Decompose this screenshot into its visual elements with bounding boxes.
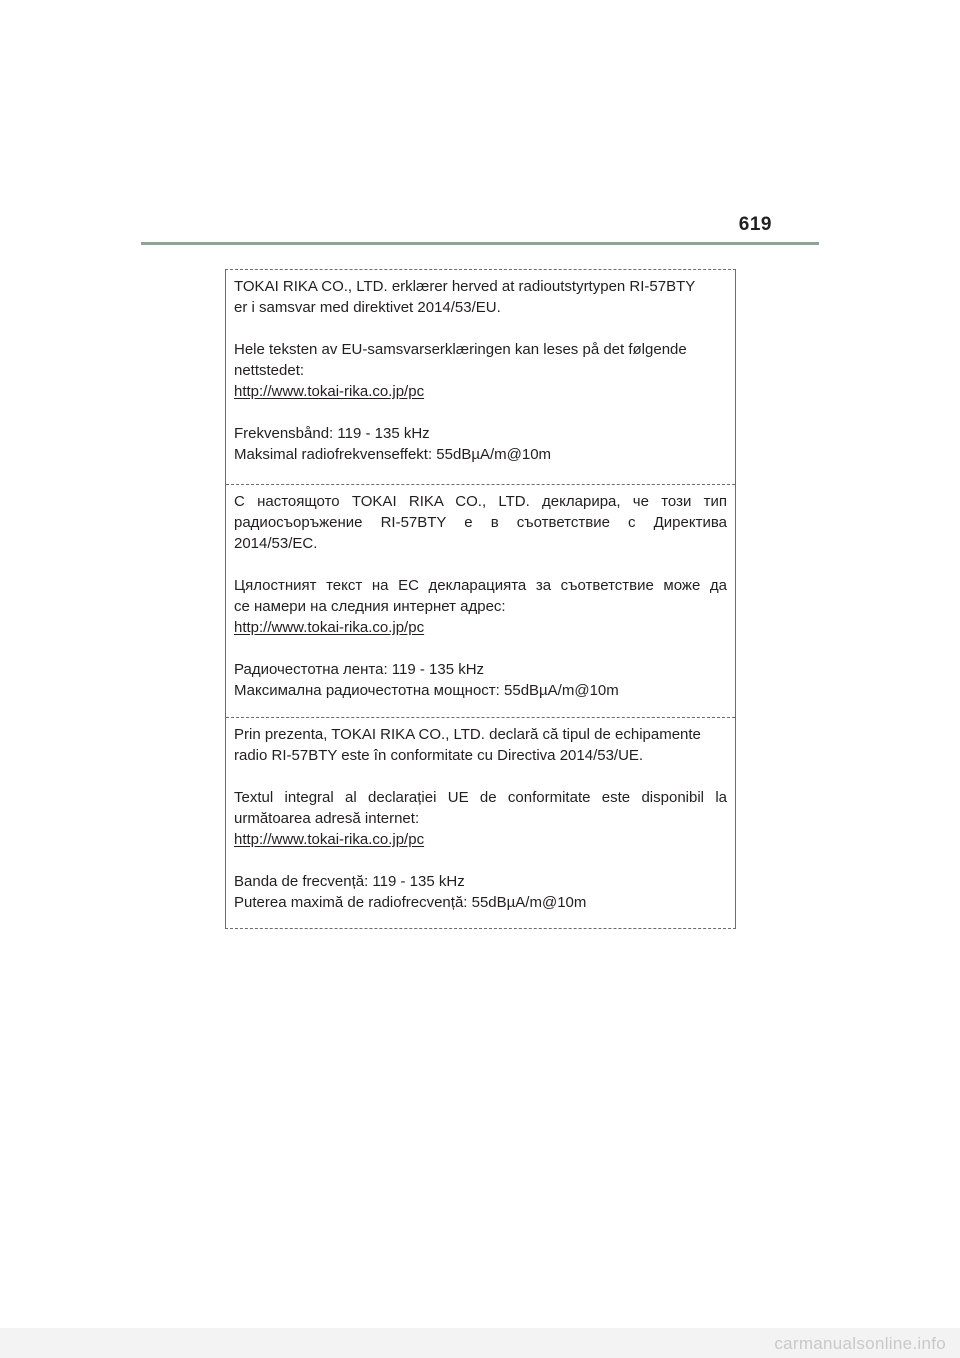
paragraph-gap bbox=[234, 554, 727, 575]
paragraph-gap bbox=[234, 766, 727, 787]
paragraph-gap bbox=[234, 402, 727, 423]
paragraph-gap bbox=[234, 318, 727, 339]
text-line: radio RI-57BTY este în conformitate cu Directiva 2014/53/UE. bbox=[234, 747, 644, 764]
paragraph-gap bbox=[234, 850, 727, 871]
page-number: 619 bbox=[738, 214, 772, 235]
text-line: Maksimal radiofrekvenseffekt: 55dBµA/m@10m bbox=[234, 446, 552, 463]
text-line: С настоящото TOKAI RIKA CO., LTD. декларира, че този тип bbox=[234, 493, 727, 510]
text-line: Puterea maximă de radiofrecvență: 55dBµA/m@10m bbox=[234, 894, 587, 911]
text-line: Цялостният текст на ЕС декларацията за съответствие може да bbox=[234, 577, 727, 594]
declaration-box bbox=[225, 269, 736, 929]
watermark-bar bbox=[0, 1328, 960, 1358]
text-line: Радиочестотна лента: 119 - 135 kHz bbox=[234, 661, 485, 678]
text-line: Frekvensbånd: 119 - 135 kHz bbox=[234, 425, 430, 442]
watermark-text: carmanualsonline.info bbox=[774, 1334, 946, 1353]
text-line: Textul integral al declarației UE de conformitate este disponibil la bbox=[234, 789, 727, 806]
declaration-section-romanian bbox=[226, 717, 735, 928]
text-line: er i samsvar med direktivet 2014/53/EU. bbox=[234, 299, 501, 316]
declaration-section-bulgarian bbox=[226, 484, 735, 717]
text-line: Hele teksten av EU-samsvarserklæringen kan leses på det følgende bbox=[234, 341, 687, 358]
paragraph-gap bbox=[234, 638, 727, 659]
declaration-link[interactable]: http://www.tokai-rika.co.jp/pc bbox=[234, 619, 425, 636]
text-line: се намери на следния интернет адрес: bbox=[234, 598, 506, 615]
text-line: următoarea adresă internet: bbox=[234, 810, 420, 827]
header-rule bbox=[141, 242, 819, 245]
text-line: радиосъоръжение RI-57BTY е в съответствие с Директива bbox=[234, 514, 727, 531]
declaration-section-norwegian bbox=[226, 270, 735, 484]
text-line: nettstedet: bbox=[234, 362, 305, 379]
text-line: 2014/53/ЕС. bbox=[234, 535, 318, 552]
text-line: Banda de frecvență: 119 - 135 kHz bbox=[234, 873, 465, 890]
declaration-link[interactable]: http://www.tokai-rika.co.jp/pc bbox=[234, 383, 425, 400]
text-line: Максимална радиочестотна мощност: 55dBµA/m@10m bbox=[234, 682, 619, 699]
text-line: Prin prezenta, TOKAI RIKA CO., LTD. declară că tipul de echipamente bbox=[234, 726, 701, 743]
declaration-link[interactable]: http://www.tokai-rika.co.jp/pc bbox=[234, 831, 425, 848]
text-line: TOKAI RIKA CO., LTD. erklærer herved at radioutstyrtypen RI-57BTY bbox=[234, 278, 696, 295]
